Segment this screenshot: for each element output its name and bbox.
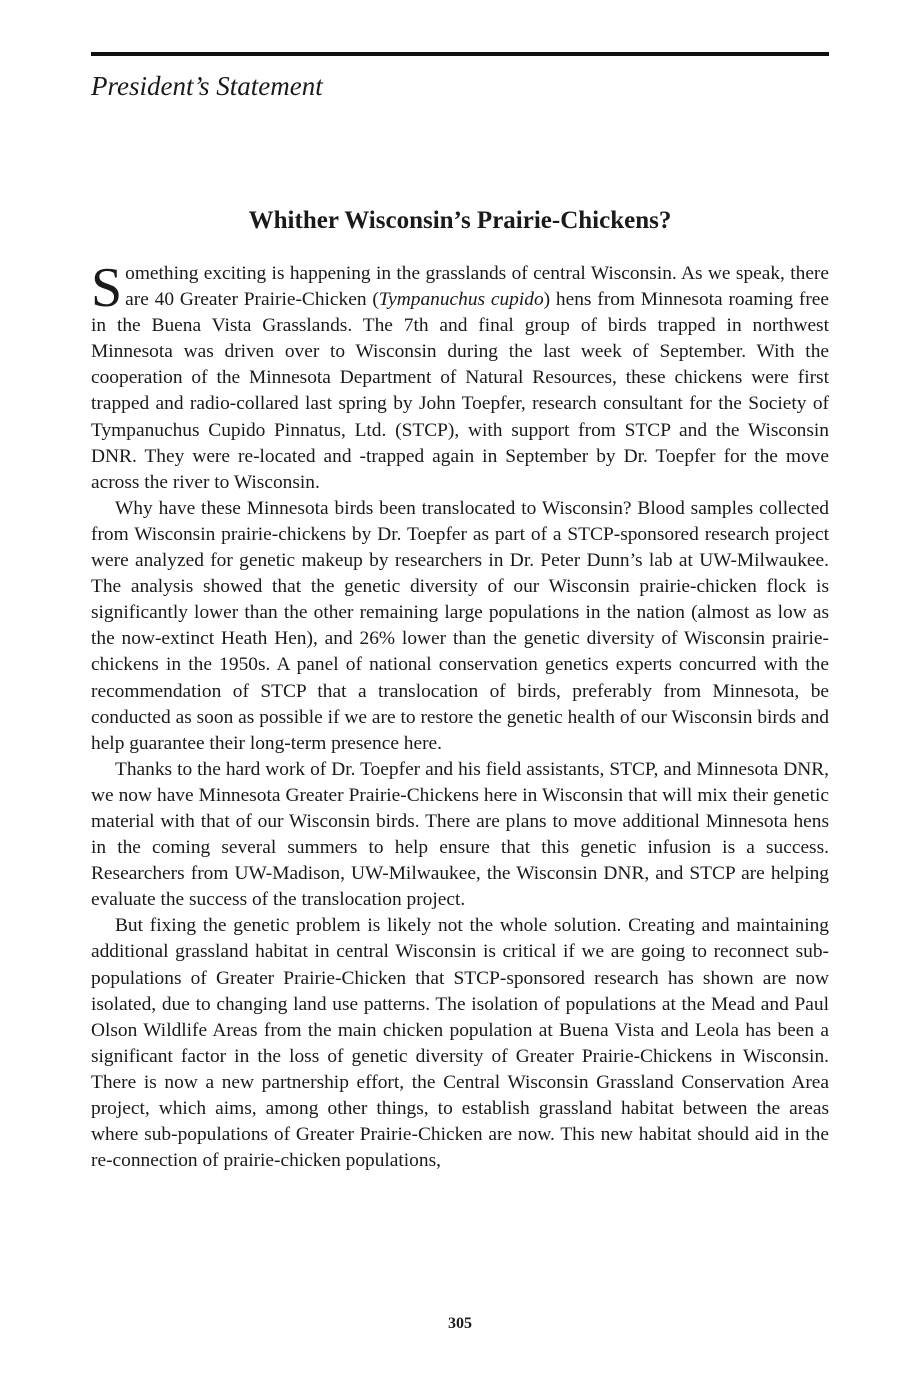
article-title: Whither Wisconsin’s Prairie-Chickens? (248, 207, 672, 234)
page-number: 305 (448, 1315, 472, 1332)
paragraph-1-text-b: ) hens from Minnesota roaming free in the Buena Vista Grasslands. The 7th and final group of birds trapped in northwest Minnesota was driven over to Wisconsin during the last week of September. With the cooperation of the Minnesota Department of Natural Resources, these chickens were first trapped and radio-collared last spring by John Toepfer, research consultant for the Society of Tympanuchus Cupido Pinnatus, Ltd. (STCP), with support from STCP and the Wisconsin DNR. They were re-located and -trapped again in September by Dr. Toepfer for the move across the river to Wisconsin. (91, 289, 830, 493)
paragraph-4: But fixing the genetic problem is likely not the whole solution. Creating and maintaining additional grassland habitat in central Wisconsin is critical if we are going to reconnect sub-populations of Greater Prairie-Chicken that STCP-sponsored research has shown are now isolated, due to changing land use patterns. The isolation of populations at the Mead and Paul Olson Wildlife Areas from the main chicken population at Buena Vista and Leola has been a significant factor in the loss of genetic diversity of Greater Prairie-Chickens in Wisconsin. There is now a new partnership effort, the Central Wisconsin Grassland Conservation Area project, which aims, among other things, to establish grassland habitat between the areas where sub-populations of Greater Prairie-Chicken are now. This new habitat should aid in the re-connection of prairie-chicken populations, (91, 915, 829, 1172)
paragraph-1 (91, 257, 830, 496)
header-rule (91, 52, 829, 56)
article-body (91, 257, 830, 1174)
drop-cap: S (91, 257, 123, 319)
paragraph-3: Thanks to the hard work of Dr. Toepfer and his field assistants, STCP, and Minnesota DNR, we now have Minnesota Greater Prairie-Chickens here in Wisconsin that will mix their genetic material with that of our Wisconsin birds. There are plans to move additional Minnesota hens in the coming several summers to help ensure that this genetic infusion is a success. Researchers from UW-Madison, UW-Milwaukee, the Wisconsin DNR, and STCP are helping evaluate the success of the translocation project. (91, 758, 829, 911)
species-name: Tympanuchus cupido (378, 289, 544, 311)
paragraph-2: Why have these Minnesota birds been translocated to Wisconsin? Blood samples collected from Wisconsin prairie-chickens by Dr. Toepfer as part of a STCP-sponsored research project were analyzed for genetic makeup by researchers in Dr. Peter Dunn’s lab at UW-Milwaukee. The analysis showed that the genetic diversity of our Wisconsin prairie-chicken flock is significantly lower than the other remaining large populations in the nation (almost as low as the now-extinct Heath Hen), and 26% lower than the genetic diversity of Wisconsin prairie-chickens in the 1950s. A panel of national conservation genetics experts concurred with the recommendation of STCP that a translocation of birds, preferably from Minnesota, be conducted as soon as possible if we are to restore the genetic health of our Wisconsin birds and help guarantee their long-term presence here. (91, 497, 829, 754)
section-label: President’s Statement (91, 71, 323, 101)
paragraph-1-text-a: omething exciting is happening in the grasslands of central Wisconsin. As we speak, there are 40 Greater Prairie-Chicken ( (125, 263, 829, 311)
